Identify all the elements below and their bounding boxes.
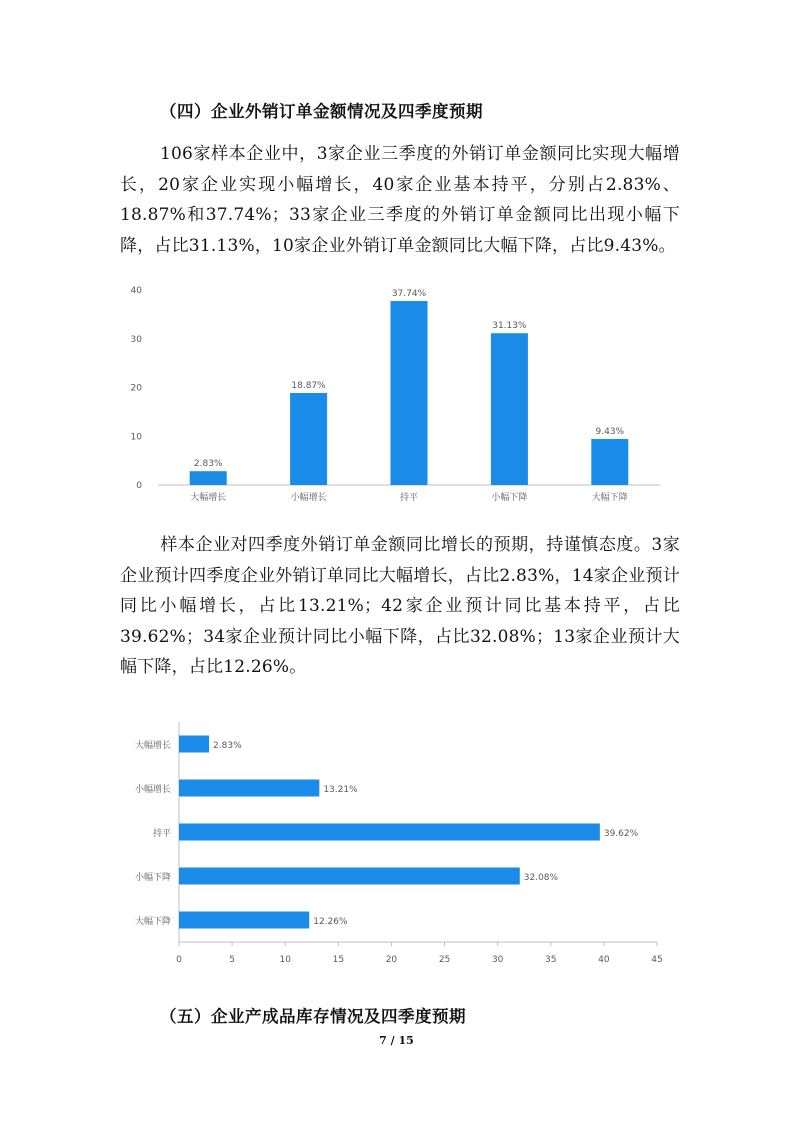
bar-5 [591,439,628,485]
x-tick-label: 40 [598,955,610,965]
x-tick-label: 10 [279,955,291,965]
paragraph-1-text: 106家样本企业中，3家企业三季度的外销订单金额同比实现大幅增长，20家企业实现小幅增长，40家企业基本持平，分别占2.83%、18.87%和37.74%；33家企业三季度的外销订单金额同比出现小幅下降，占比31.13%，10家企业外销订单金额同比大幅下降，占比9.43%。 [120,144,680,256]
x-tick-label: 15 [332,955,345,965]
x-tick-label: 5 [229,955,235,965]
vertical-bar-chart [120,282,680,506]
page-number: 7 / 15 [379,1034,414,1047]
category-label: 小幅下降 [491,493,528,503]
category-label: 大幅下降 [591,493,628,503]
category-label: 大幅下降 [134,917,171,927]
data-label: 2.83% [193,459,223,470]
y-tick-label: 10 [130,432,142,443]
y-tick-label: 20 [130,383,142,394]
data-label: 37.74% [391,289,427,300]
category-label: 小幅下降 [134,873,171,883]
category-label: 大幅增长 [190,493,227,503]
x-tick-label: 20 [385,955,398,965]
data-label: 32.08% [523,873,559,883]
data-label: 31.13% [492,321,527,332]
horizontal-bar-chart [120,712,680,972]
data-label: 12.26% [313,917,348,927]
data-label: 18.87% [291,381,326,392]
x-tick-label: 25 [438,955,451,965]
bar-1 [179,736,209,753]
x-tick-label: 0 [176,955,182,965]
category-label: 大幅增长 [134,741,171,751]
section-4-paragraph-1 [120,139,680,261]
section-4-paragraph-2 [120,530,680,683]
y-tick-label: 30 [130,334,142,345]
paragraph-2-text: 样本企业对四季度外销订单金额同比增长的预期，持谨慎态度。3家企业预计四季度企业外销订单同比大幅增长，占比2.83%，14家企业预计同比小幅增长，占比13.21%；42家企业预计同比基本持平，占比39.62%；34家企业预计同比小幅下降，占比32.08%；13家企业预计大幅下降，占比12.26%。 [120,535,680,678]
category-label: 持平 [399,493,419,503]
bar-3 [179,824,600,841]
data-label: 2.83% [213,741,242,751]
bar-1 [190,471,227,485]
bar-2 [179,780,319,797]
section-4-heading: （四）企业外销订单金额情况及四季度预期 [160,102,483,121]
x-tick-label: 45 [651,955,663,965]
bar-5 [179,912,309,929]
category-label: 持平 [152,829,171,839]
data-label: 9.43% [595,427,625,438]
data-label: 13.21% [323,785,358,795]
x-tick-label: 30 [491,955,504,965]
category-label: 小幅增长 [134,785,171,795]
bar-2 [290,393,327,485]
y-tick-label: 0 [136,481,142,491]
bar-4 [179,868,520,885]
section-5-heading: （五）企业产成品库存情况及四季度预期 [160,1007,466,1026]
bar-3 [391,301,428,485]
bar-4 [491,333,528,485]
x-tick-label: 35 [545,955,557,965]
data-label: 39.62% [603,829,639,839]
category-label: 小幅增长 [290,493,327,503]
y-tick-label: 40 [130,286,142,296]
